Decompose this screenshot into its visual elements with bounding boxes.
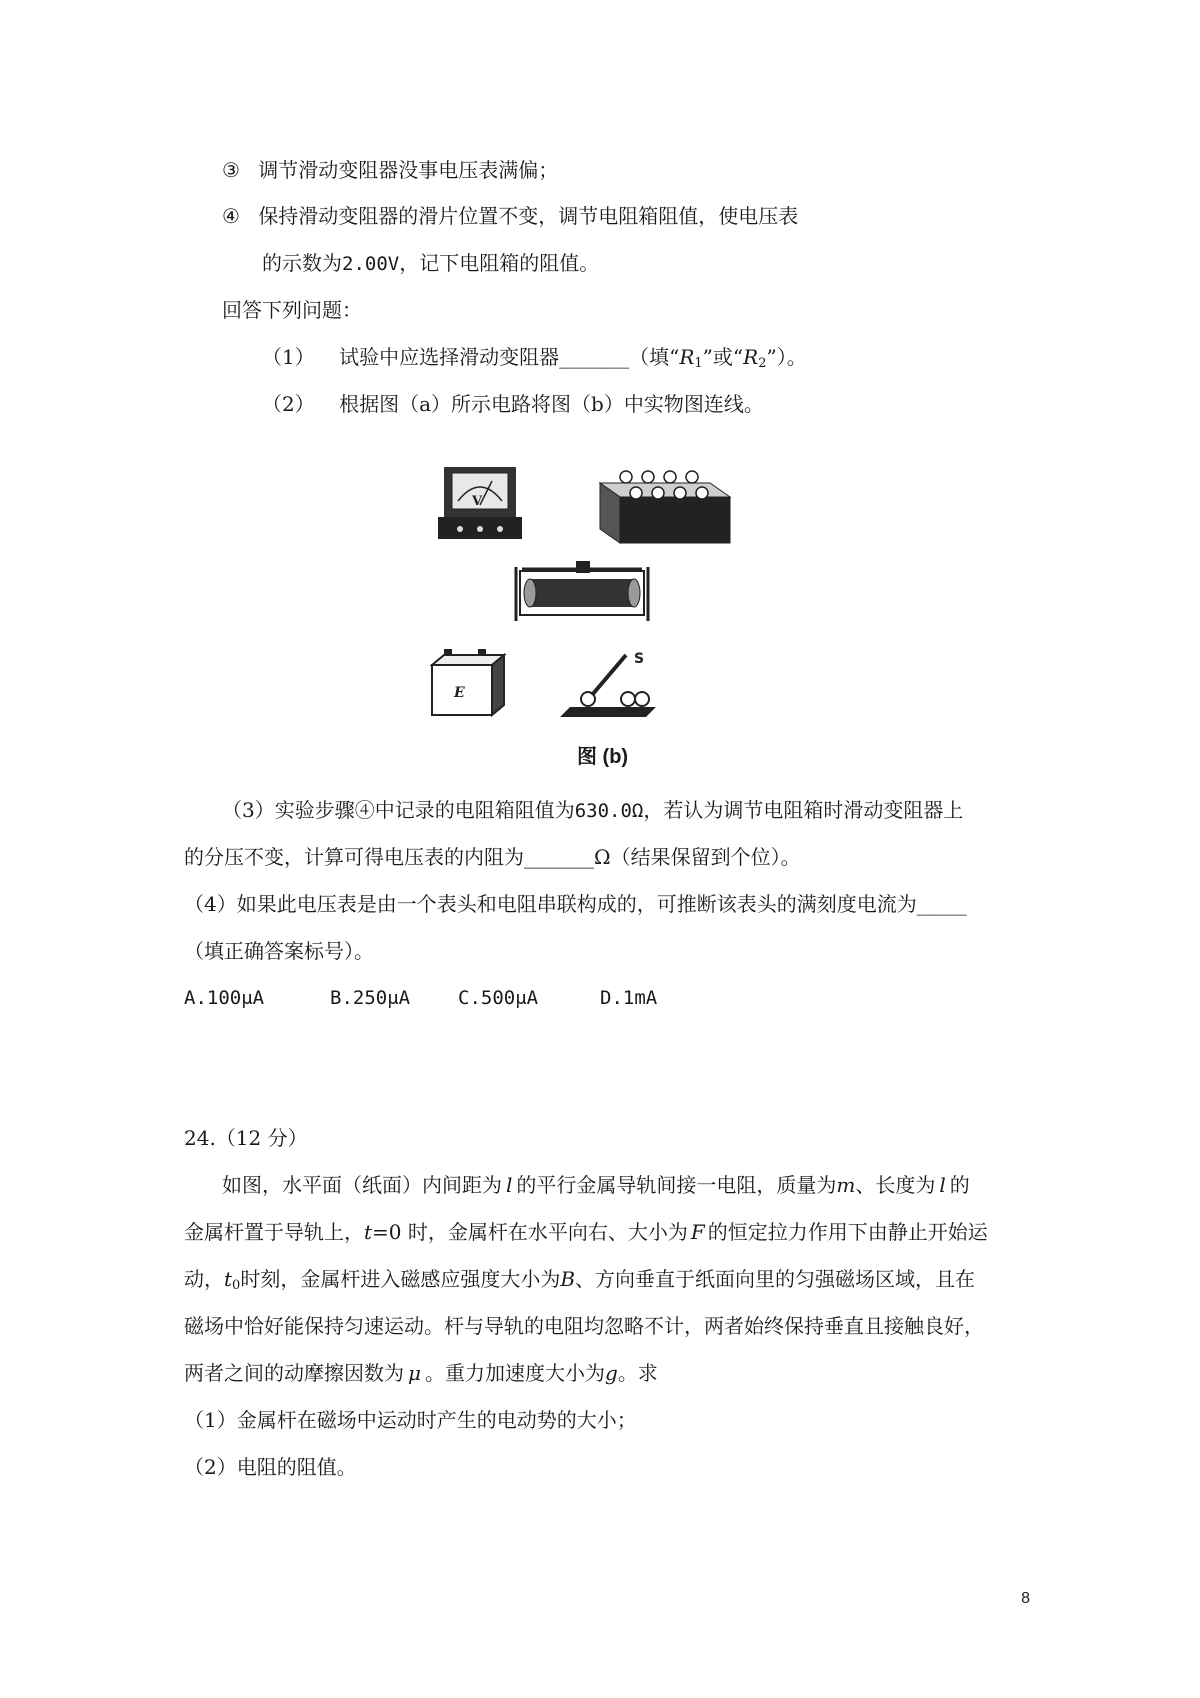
step-4-marker: ④ — [222, 204, 240, 228]
voltmeter-label: V — [472, 494, 483, 509]
question-2: （2） 根据图（a）所示电路将图（b）中实物图连线。 — [262, 392, 764, 416]
rheostat-icon — [516, 561, 648, 621]
step-4 — [222, 202, 798, 230]
apparatus-figure — [430, 455, 790, 775]
question-4-line2: （填正确答案标号）。 — [184, 939, 374, 963]
problem-24-line4: 磁场中恰好能保持匀速运动。杆与导轨的电阻均忽略不计，两者始终保持垂直且接触良好， — [184, 1314, 984, 1338]
choice-a: A.100μA — [184, 987, 265, 1009]
problem-24-question-1: （1）金属杆在磁场中运动时产生的电动势的大小； — [184, 1408, 637, 1432]
question-3-line2: 的分压不变，计算可得电压表的内阻为_______Ω（结果保留到个位）。 — [184, 845, 801, 869]
page-number: 8 — [1021, 1590, 1030, 1607]
resistance-box-icon — [600, 471, 730, 543]
step-3-marker: ③ — [222, 158, 240, 182]
switch-icon — [560, 651, 656, 717]
step-3-text: 调节滑动变阻器没事电压表满偏； — [258, 158, 559, 182]
figure-caption: 图 (b) — [577, 746, 629, 768]
choice-c: C.500μA — [458, 987, 539, 1009]
problem-24-header: 24.（12 分） — [184, 1126, 308, 1150]
choice-d: D.1mA — [600, 987, 658, 1009]
answer-prompt: 回答下列问题： — [222, 298, 362, 322]
problem-24-question-2: （2）电阻的阻值。 — [184, 1455, 357, 1479]
problem-24-line3: 动，$t_0$时刻，金属杆进入磁感应强度大小为B、方向垂直于纸面向里的匀强磁场区域，且在 — [184, 1267, 976, 1293]
choice-b: B.250μA — [330, 987, 411, 1009]
question-3-line1: （3）实验步骤④中记录的电阻箱阻值为630.0Ω，若认为调节电阻箱时滑动变阻器上 — [222, 798, 964, 822]
problem-24-line5: 两者之间的动摩擦因数为 μ 。重力加速度大小为g。求 — [184, 1361, 658, 1385]
switch-label: S — [634, 651, 645, 667]
voltage-value: 2.00V — [342, 253, 400, 275]
battery-icon — [432, 649, 504, 715]
battery-label: E — [454, 685, 465, 701]
voltmeter-icon — [438, 467, 522, 539]
problem-24-line1: 如图，水平面（纸面）内间距为 l 的平行金属导轨间接一电阻，质量为m、长度为 l 的 — [222, 1173, 970, 1197]
step-3 — [222, 156, 558, 184]
step-4-line1: 保持滑动变阻器的滑片位置不变，调节电阻箱阻值，使电压表 — [258, 204, 799, 228]
question-4-line1: （4）如果此电压表是由一个表头和电阻串联构成的，可推断该表头的满刻度电流为_____ — [184, 892, 967, 916]
q2-number: （2） — [262, 392, 315, 416]
question-1: （1） 试验中应选择滑动变阻器_______（填“$R_1$”或“$R_2$”）。 — [262, 345, 807, 371]
resistance-value: 630.0Ω — [574, 800, 644, 822]
q1-number: （1） — [262, 345, 315, 369]
step-4-line2: 的示数为2.00V，记下电阻箱的阻值。 — [262, 251, 600, 275]
problem-24-line2: 金属杆置于导轨上，t=0 时，金属杆在水平向右、大小为 F 的恒定拉力作用下由静止开始运 — [184, 1220, 988, 1244]
